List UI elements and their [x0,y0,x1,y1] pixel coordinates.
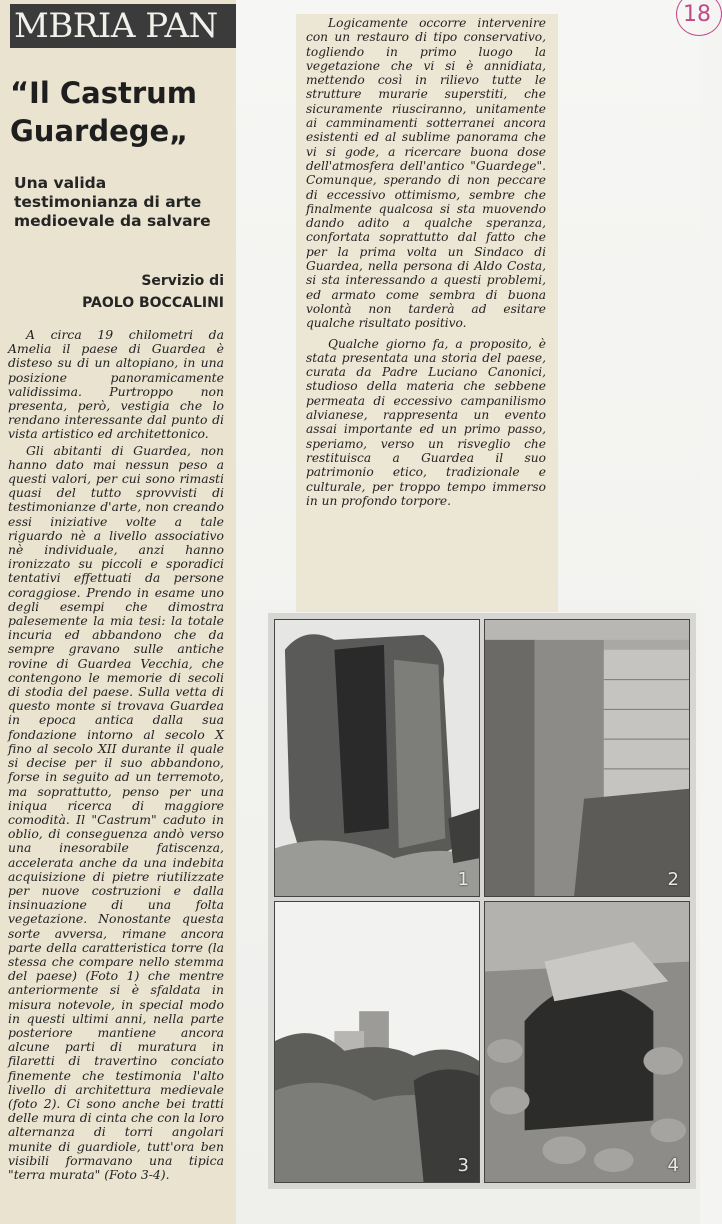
hilltop-ruins-image [275,902,479,1182]
photo-wall-opening [484,901,690,1183]
tower-ruin-image [275,620,479,896]
article-paragraph: Gli abitanti di Guardea, non hanno dato mai nessun peso a questi valori, per cui sono rimasti quasi del tutto sprovvisti di testimonianze d'arte, non creando essi iniziative volte a tale riguardo nè a livello associativo nè individuale, anzi hanno ironizzato su piccoli e sporadici tentativi effettuati da persone coraggiose. Prendo in esame uno degli esempi che dimostra palesemente la mia tesi: la totale incuria ed abbandono che da sempre gravano sulle antiche rovine di Guardea Vecchia, che contengono le memorie di secoli di stodia del paese. Sulla vetta di questo monte si trovava Guardea in epoca antica dalla sua fondazione intorno al secolo X fino al secolo XII durante il quale si decise per il suo abbandono, forse in seguito ad un terremoto, ma soprattutto, penso per una iniqua ricerca di maggiore comodità. Il "Castrum" caduto in oblio, di conseguenza andò verso una inesorabile fatiscenza, accelerata anche da una indebita acquisizione di pietre riutilizzate per nuove costruzioni e dalla insinuazione di una folta vegetazione. Nonostante questa sorte avversa, rimane ancora parte della caratteristica torre (la stessa che compare nello stemma del paese) (Foto 1) che mentre anteriormente si è sfaldata in misura notevole, in special modo in questi ultimi anni, nella parte posteriore mantiene ancora alcune parti di muratura in filaretti di travertino conciato finemente che testimonia l'alto livello di architettura medievale (foto 2). Ci sono anche bei tratti delle mura di cinta che con la loro alternanza di torri angolari munite di guardiole, tutt'ora ben visibili formavano una tipica "terra murata" (Foto 3-4). [8,442,224,1182]
photo-panel [268,613,696,1189]
photo-masonry-wall [484,619,690,897]
article-subheading: Una valida testimonianza di arte medioevale da salvare [14,174,211,230]
masonry-wall-image [485,620,689,896]
page-number: 18 [676,0,722,36]
photo-tower [274,619,480,897]
byline [24,270,224,314]
left-clipping [0,0,236,1224]
article-paragraph: A circa 19 chilometri da Amelia il paese di Guardea è disteso su di un altopiano, in una posizione panoramicamente validissima. Purtroppo non presenta, però, vestigia che lo rendano interessante dal punto di vista artistico ed architettonico. [8,327,224,442]
photo-number: 2 [667,869,679,890]
article-paragraph: Logicamente occorre intervenire con un restauro di tipo conservativo, togliendo in primo luogo la vegetazione che vi si è annidiata, mettendo così in rilievo tutte le strutture murarie superstiti, che sicuramente riusciranno, unitamente ai camminamenti sotterranei ancora esistenti ed al sublime panorama che vi si gode, a ricercare buona dose dell'atmosfera dell'antico "Guardege". Comunque, sperando di non peccare di eccessivo ottimismo, sembre che finalmente qualcosa si sta muovendo dando adito a qualche speranza, confortata soprattutto dal fatto che per la prima volta un Sindaco di Guardea, nella persona di Aldo Costa, si sta interessando a questi problemi, ed armato come sembra di buona volontà non tarderà ad esitare qualche risultato positivo. [306,16,546,331]
photo-number: 1 [457,869,469,890]
wall-opening-image [485,902,689,1182]
article-headline: “Il Castrum Guardege„ [10,76,198,148]
byline-author: PAOLO BOCCALINI [82,295,224,311]
photo-number: 4 [667,1155,679,1176]
left-article-column [8,328,224,1184]
photo-hilltop-ruins [274,901,480,1183]
byline-intro: Servizio di [141,273,224,289]
right-article-column [306,16,546,514]
article-paragraph: Qualche giorno fa, a proposito, è stata presentata una storia del paese, curata da Padre Luciano Canonici, studioso della materia che sebbene permeata di eccessivo campanilismo alvianese, rappresenta un evento assai importante ed un primo passo, speriamo, verso un risveglio che restituisca a Guardea il suo patrimonio etico, tradizionale e culturale, per troppo tempo immerso in un profondo torpore. [306,336,546,508]
photo-number: 3 [457,1155,469,1176]
newspaper-masthead: MBRIA PAN [10,4,236,48]
